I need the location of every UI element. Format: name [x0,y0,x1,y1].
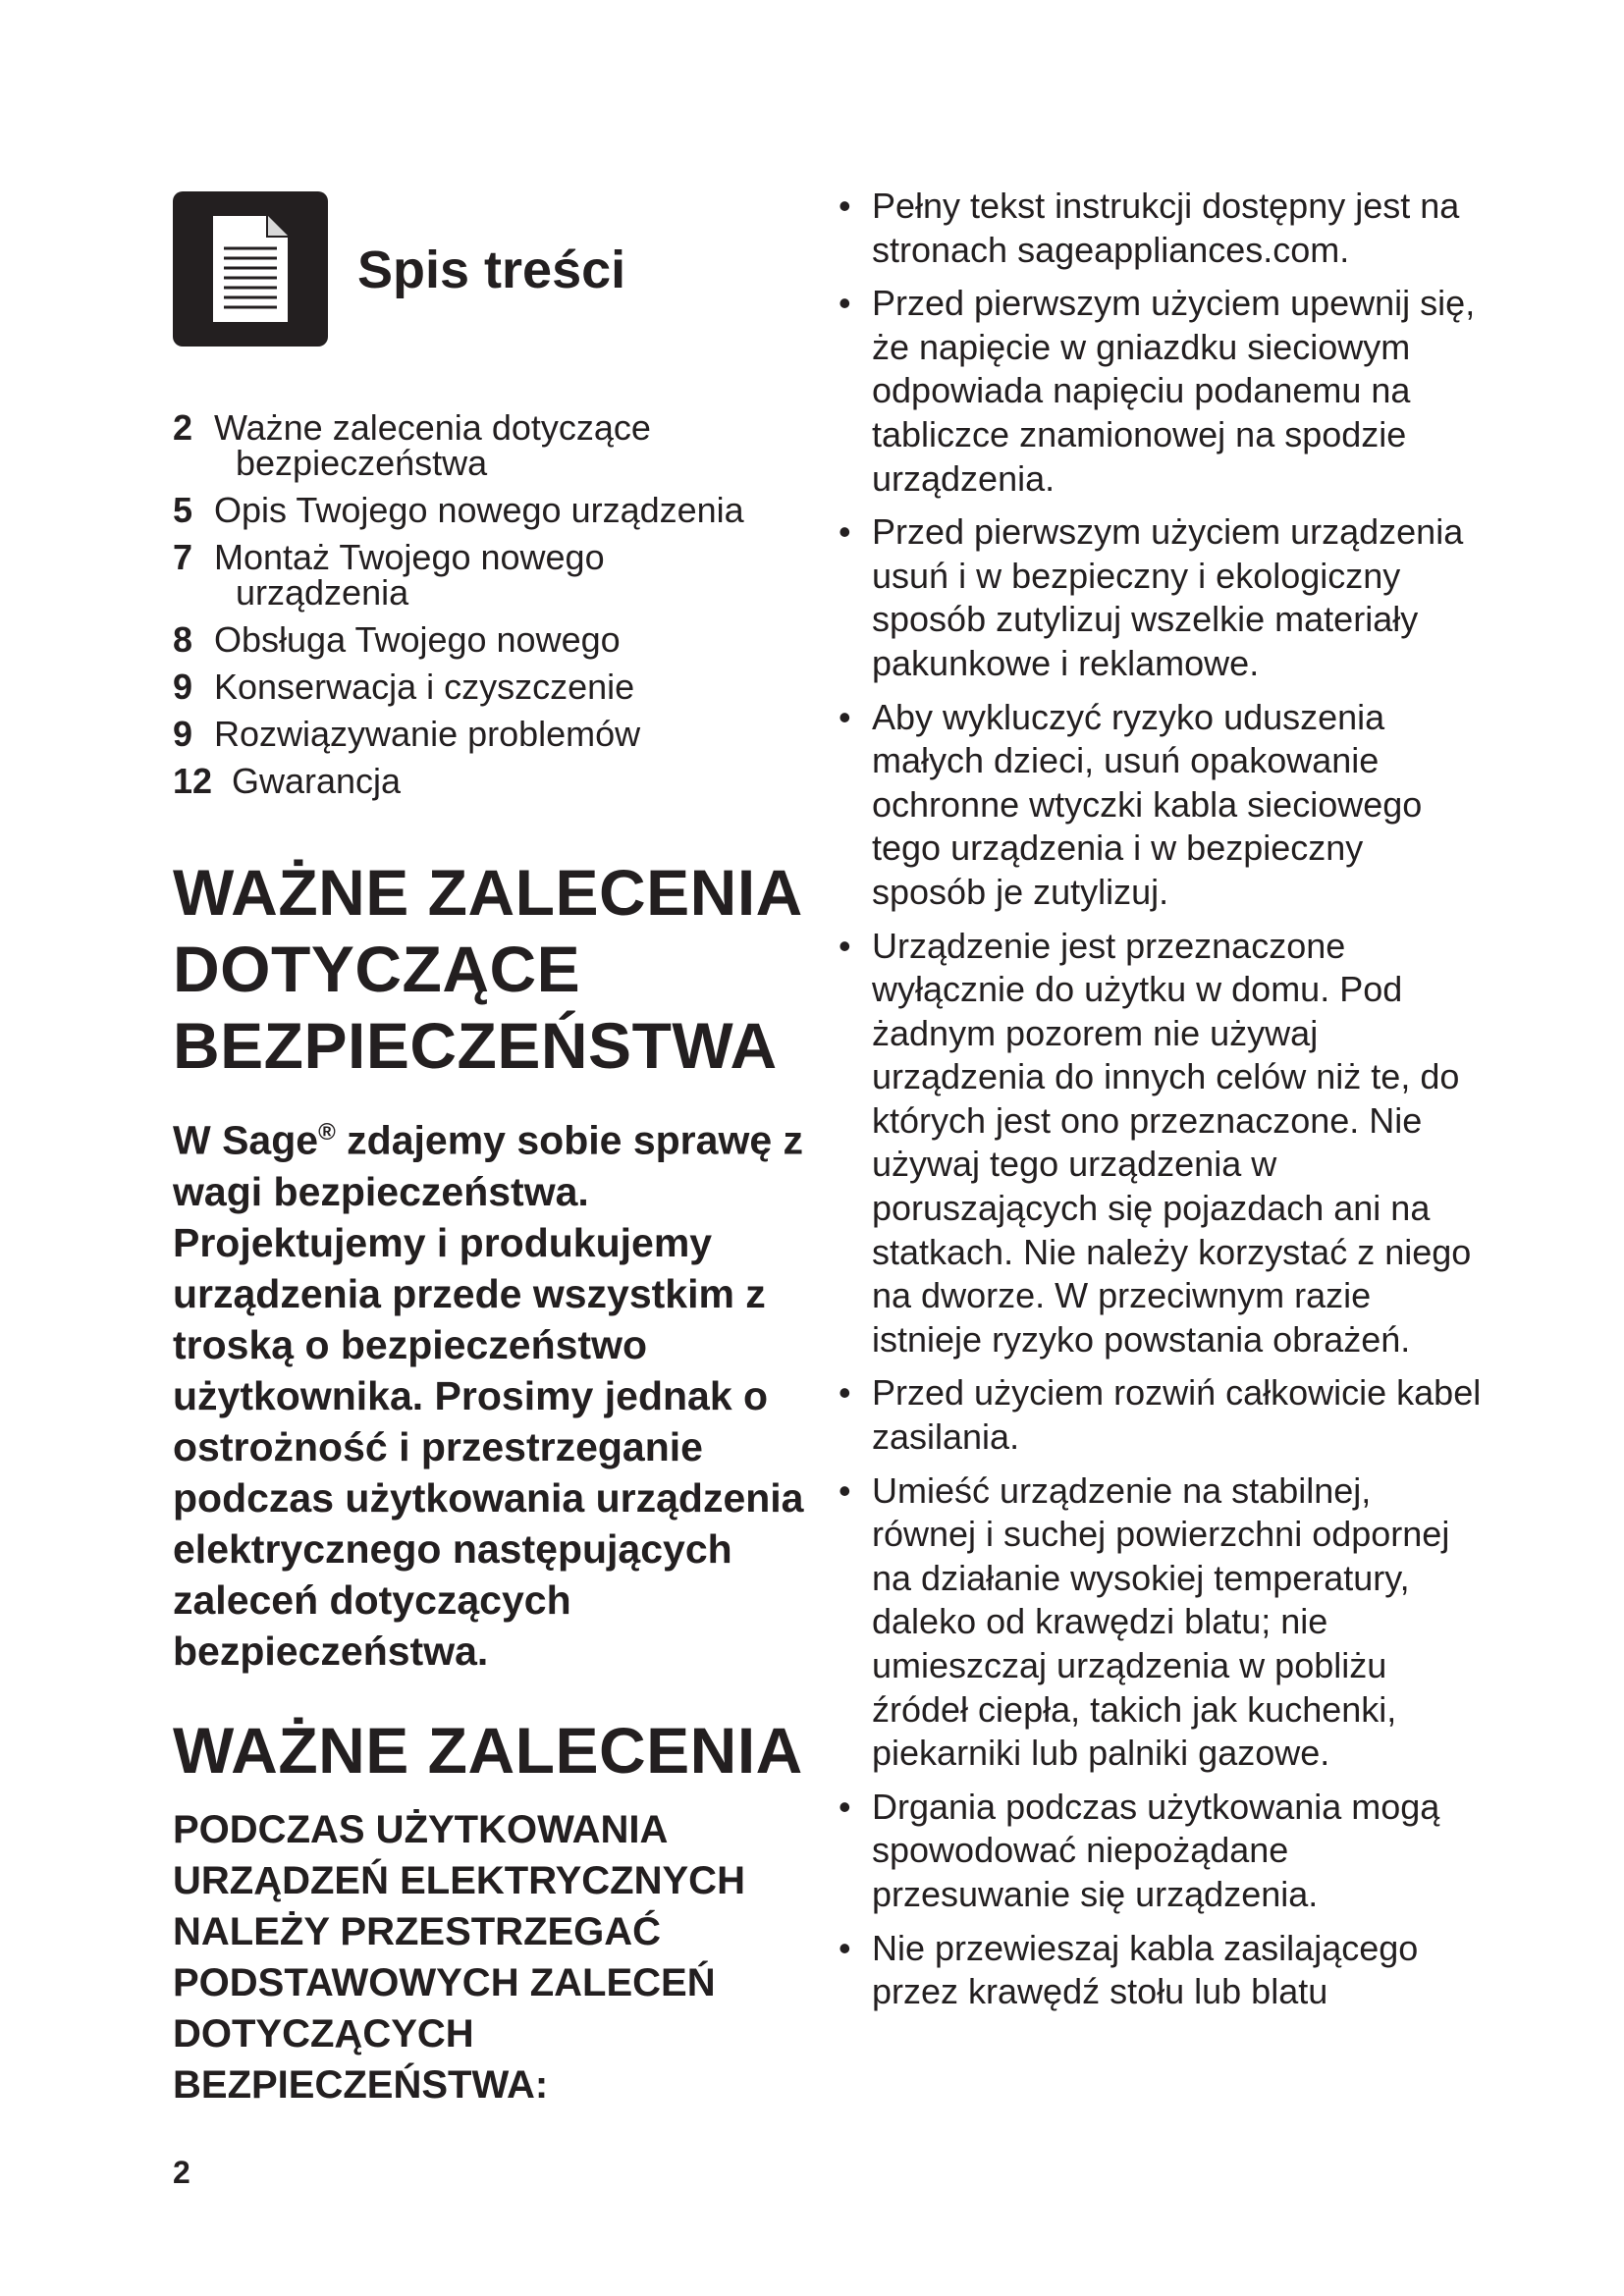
toc-page-number: 2 [173,407,193,448]
toc-item[interactable] [173,407,811,483]
toc-page-number: 7 [173,537,193,577]
toc-item-label: Rozwiązywanie problemów [214,714,641,754]
toc-item[interactable] [173,669,811,705]
bullet-item: • Przed pierwszym użyciem upewnij się, że napięcie w gniazdku sieciowym odpowiada napięciu podanemu na tabliczce znamionowej na spodzie urządzenia. [835,282,1483,501]
toc-page-number: 12 [173,761,213,801]
bullet-item: • Przed pierwszym użyciem urządzenia usuń i w bezpieczny i ekologiczny sposób zutylizuj wszelkie materiały pakunkowe i reklamowe. [835,510,1483,685]
safety-heading: WAŻNE ZALECENIA DOTYCZĄCE BEZPIECZEŃSTWA [173,856,801,1082]
page-number: 2 [173,2155,190,2190]
toc-item[interactable] [173,761,811,801]
important-heading: WAŻNE ZALECENIA [173,1714,803,1787]
document-icon [173,191,328,347]
toc-title: Spis treści [357,240,626,299]
toc-item-label: Obsługa Twojego nowego [214,619,621,660]
table-of-contents [173,407,811,811]
toc-item-label: Opis Twojego nowego urządzenia [214,490,744,530]
bullet-item: • Aby wykluczyć ryzyko uduszenia małych dzieci, usuń opakowanie ochronne wtyczki kabla sieciowego tego urządzenia i w bezpieczny sposób je zutylizuj. [835,696,1483,915]
bullet-item: • Pełny tekst instrukcji dostępny jest na stronach sageappliances.com. [835,185,1483,272]
toc-page-number: 9 [173,667,193,707]
safety-bullet-list [835,185,1483,2024]
toc-page-number: 9 [173,714,193,754]
toc-item[interactable] [173,537,811,613]
registered-mark: ® [318,1119,336,1146]
toc-page-number: 5 [173,490,193,530]
bullet-item: • Umieść urządzenie na stabilnej, równej i suchej powierzchni odpornej na działanie wysokiej temperatury, daleko od krawędzi blatu; nie umieszczaj urządzenia w pobliżu źródeł ciepła, takich jak kuchenki, piekarniki lub palniki gazowe. [835,1469,1483,1776]
bullet-item: • Urządzenie jest przeznaczone wyłącznie do użytku w domu. Pod żadnym pozorem nie używaj urządzenia do innych celów niż te, do których jest ono przeznaczone. Nie używaj tego urządzenia w poruszających się pojazdach ani na statkach. Nie należy korzystać z niego na dworze. W przeciwnym razie istnieje ryzyko powstania obrażeń. [835,925,1483,1362]
toc-item-label: Gwarancja [232,761,402,801]
bullet-item: • Przed użyciem rozwiń całkowicie kabel zasilania. [835,1371,1483,1459]
toc-item-label-continued: urządzenia [236,572,409,613]
toc-item-label: Ważne zalecenia dotyczące [214,407,651,448]
toc-item[interactable] [173,714,811,754]
important-subheading: PODCZAS UŻYTKOWANIA URZĄDZEŃ ELEKTRYCZNYCH NALEŻY PRZESTRZEGAĆ PODSTAWOWYCH ZALECEŃ DOTYCZĄCYCH BEZPIECZEŃSTWA: [173,1808,745,2107]
toc-item[interactable] [173,619,811,660]
toc-item[interactable] [173,490,811,530]
toc-item-label: Konserwacja i czyszczenie [214,667,635,707]
toc-page-number: 8 [173,619,193,660]
bullet-item: • Drgania podczas użytkowania mogą spowodować niepożądane przesuwanie się urządzenia. [835,1786,1483,1917]
toc-item-label-continued: bezpieczeństwa [236,443,488,483]
safety-intro [173,1107,840,1677]
toc-item-label: Montaż Twojego nowego [214,537,605,577]
intro-text: zdajemy sobie sprawę z wagi bezpieczeństwa. Projektujemy i produkujemy urządzenia przede wszystkim z troską o bezpieczeństwo użytkownika. Prosimy jednak o ostrożność i przestrzeganie podczas użytkowania urządzenia elektrycznego następujących zaleceń dotyczących bezpieczeństwa. [173,1117,804,1674]
bullet-item: • Nie przewieszaj kabla zasilającego przez krawędź stołu lub blatu [835,1927,1483,2014]
intro-text-start: W Sage [173,1117,319,1163]
